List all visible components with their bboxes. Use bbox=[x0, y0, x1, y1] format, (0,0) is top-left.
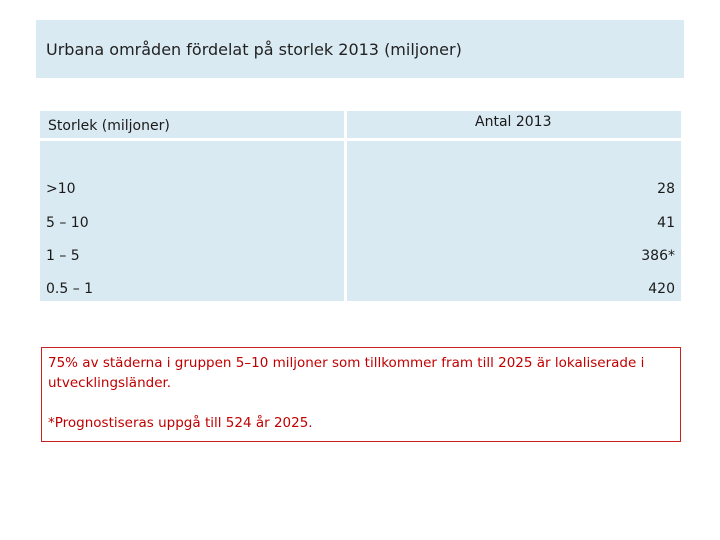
row-label-size: 0.5 – 1 bbox=[46, 281, 94, 297]
column-header-count: Antal 2013 bbox=[475, 114, 552, 130]
row-value-count: 28 bbox=[657, 181, 675, 197]
row-value-count: 386* bbox=[641, 248, 675, 264]
slide-title-bar bbox=[36, 20, 684, 78]
row-value-count: 41 bbox=[657, 215, 675, 231]
footnote-text: 75% av städerna i gruppen 5–10 miljoner som tillkommer fram till 2025 är lokaliserade i utvecklingsländer. bbox=[48, 355, 645, 391]
header-divider bbox=[40, 138, 681, 141]
row-label-size: 1 – 5 bbox=[46, 248, 80, 264]
footnote-box bbox=[41, 347, 681, 442]
footnote-forecast: *Prognostiseras uppgå till 524 år 2025. bbox=[48, 415, 313, 431]
slide-title: Urbana områden fördelat på storlek 2013 (miljoner) bbox=[46, 39, 462, 59]
row-label-size: 5 – 10 bbox=[46, 215, 89, 231]
row-value-count: 420 bbox=[648, 281, 675, 297]
column-header-size: Storlek (miljoner) bbox=[48, 118, 170, 134]
size-table bbox=[40, 111, 681, 301]
row-label-size: >10 bbox=[46, 181, 76, 197]
